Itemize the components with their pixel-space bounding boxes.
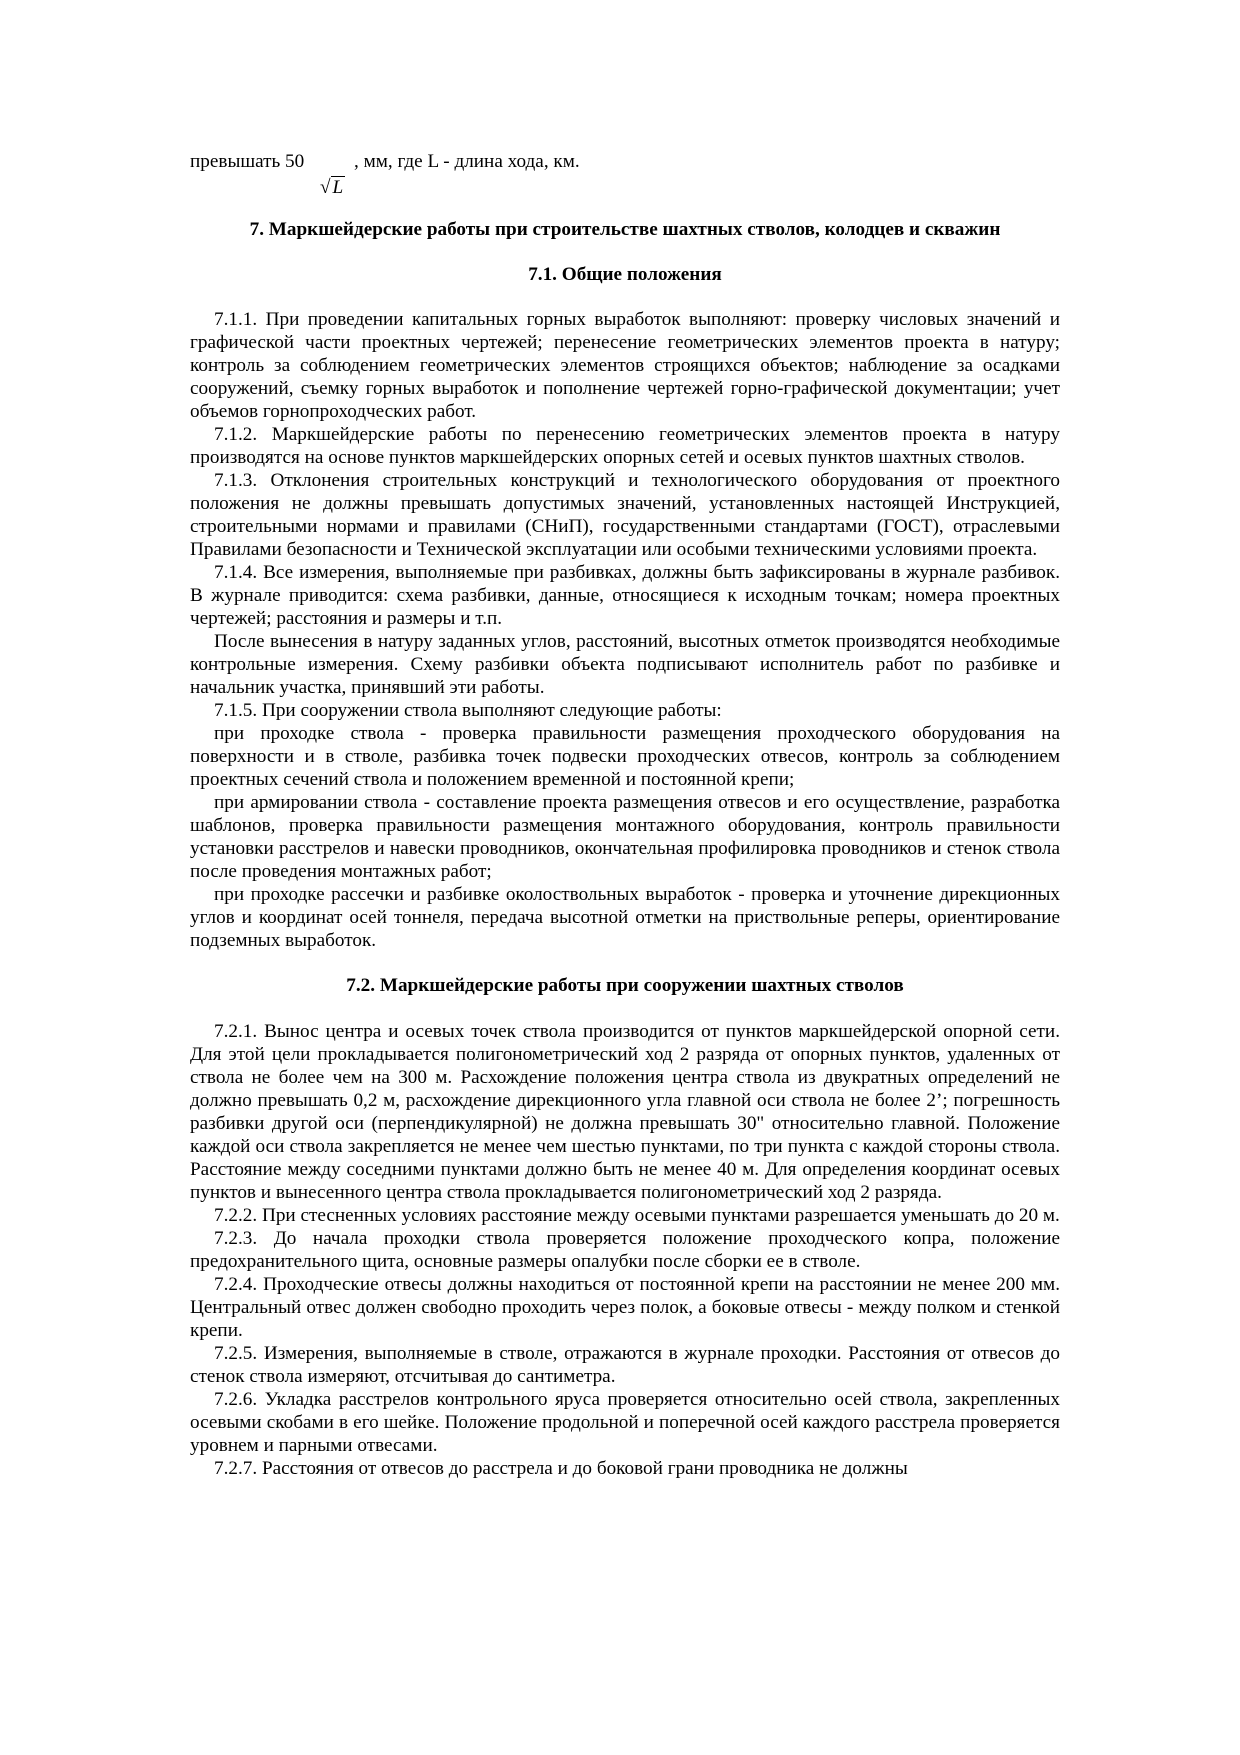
subsection-title-7-1: 7.1. Общие положения [528,264,722,285]
paragraph: 7.2.6. Укладка расстрелов контрольного яруса проверяется относительно осей ствола, закрепленных осевыми скобами в его шейке. Положение продольной и поперечной осей каждого расстрела проверяется уровнем и парными отвесами. [190,1389,1060,1456]
formula-tail-text: , мм, где L - длина хода, км. [354,151,580,172]
paragraph: 7.2.7. Расстояния от отвесов до расстрела и до боковой грани проводника не должны [214,1458,908,1479]
formula-lead-text: превышать 50 [190,151,305,172]
sqrt-formula [320,176,345,199]
document-content [190,150,1060,1480]
paragraph: 7.2.5. Измерения, выполняемые в стволе, отражаются в журнале проходки. Расстояния от отвесов до стенок ствола измеряют, отсчитывая до сантиметра. [190,1343,1060,1387]
paragraph: при проходке рассечки и разбивке околоствольных выработок - проверка и уточнение дирекционных углов и координат осей тоннеля, передача высотной отметки на приствольные реперы, ориентирование подземных выработок. [190,884,1060,951]
paragraph: 7.1.5. При сооружении ствола выполняют следующие работы: [214,700,722,721]
paragraph: 7.1.1. При проведении капитальных горных выработок выполняют: проверку числовых значений и графической части проектных чертежей; перенесение геометрических элементов проекта в натуру; контроль за соблюдением геометрических элементов строящихся объектов; наблюдение за осадками сооружений, съемку горных выработок и пополнение чертежей горно-графической документации; учет объемов горнопроходческих работ. [190,309,1060,422]
paragraph: 7.2.4. Проходческие отвесы должны находиться от постоянной крепи на расстоянии не менее 200 мм. Центральный отвес должен свободно проходить через полок, а боковые отвесы - между полком и стенкой крепи. [190,1274,1060,1341]
paragraph: 7.2.2. При стесненных условиях расстояние между осевыми пунктами разрешается уменьшать до 20 м. [214,1205,1060,1226]
paragraph: 7.2.1. Вынос центра и осевых точек ствола производится от пунктов маркшейдерской опорной сети. Для этой цели прокладывается полигонометрический ход 2 разряда от опорных пунктов, удаленных от ствола не более чем на 300 м. Расхождение положения центра ствола из двукратных определений не должно превышать 0,2 м, расхождение дирекционного угла главной оси ствола не более 2’; погрешность разбивки другой оси (перпендикулярной) не должна превышать 30" относительно главной. Положение каждой оси ствола закрепляется не менее чем шестью пунктами, по три пункта с каждой стороны ствола. Расстояние между соседними пунктами должно быть не менее 40 м. Для определения координат осевых пунктов и вынесенного центра ствола прокладывается полигонометрический ход 2 разряда. [190,1021,1060,1203]
paragraph: при армировании ствола - составление проекта размещения отвесов и его осуществление, разработка шаблонов, проверка правильности размещения монтажного оборудования, контроль правильности установки расстрелов и навески проводников, окончательная профилировка проводников и стенок ствола после проведения монтажных работ; [190,792,1060,882]
section-title: 7. Маркшейдерские работы при строительстве шахтных стволов, колодцев и скважин [249,219,1001,240]
formula-line [190,150,1060,204]
radicand: L [332,177,344,198]
paragraph: при проходке ствола - проверка правильности размещения проходческого оборудования на поверхности и в стволе, разбивка точек подвески проходческих отвесов, контроль за соблюдением проектных сечений ствола и положением временной и постоянной крепи; [190,723,1060,790]
paragraph: После вынесения в натуру заданных углов, расстояний, высотных отметок производятся необходимые контрольные измерения. Схему разбивки объекта подписывают исполнитель работ по разбивке и начальник участка, принявший эти работы. [190,631,1060,698]
sqrt-sign-icon: √ [320,177,331,198]
paragraph: 7.1.3. Отклонения строительных конструкций и технологического оборудования от проектного положения не должны превышать допустимых значений, установленных настоящей Инструкцией, строительными нормами и правилами (СНиП), государственными стандартами (ГОСТ), отраслевыми Правилами безопасности и Технической эксплуатации или особыми техническими условиями проекта. [190,470,1060,560]
subsection-title-7-2: 7.2. Маркшейдерские работы при сооружении шахтных стволов [346,975,904,996]
paragraph: 7.1.2. Маркшейдерские работы по перенесению геометрических элементов проекта в натуру производятся на основе пунктов маркшейдерских опорных сетей и осевых пунктов шахтных стволов. [190,424,1060,468]
paragraph: 7.1.4. Все измерения, выполняемые при разбивках, должны быть зафиксированы в журнале разбивок. В журнале приводится: схема разбивки, данные, относящиеся к исходным точкам; номера проектных чертежей; расстояния и размеры и т.п. [190,562,1060,629]
paragraph: 7.2.3. До начала проходки ствола проверяется положение проходческого копра, положение предохранительного щита, основные размеры опалубки после сборки ее в стволе. [190,1228,1060,1272]
